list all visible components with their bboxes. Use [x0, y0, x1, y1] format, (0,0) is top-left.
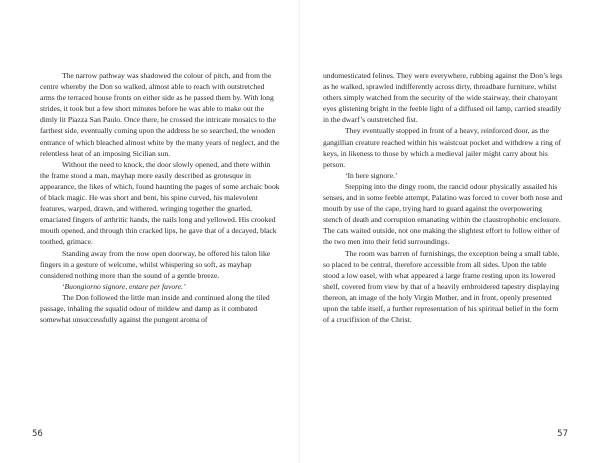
page-number-left: 56: [32, 429, 43, 439]
paragraph: The Don followed the little man inside and continued along the tiled passage, inhaling the squalid odour of mildew and damp as it combated somewhat unsuccessfully against the pungent aroma of: [40, 292, 270, 325]
paragraph: Stepping into the dingy room, the rancid odour physically assailed his senses, and in some feeble attempt, Palatino was forced to cover both nose and mouth by use of the cape, trying hard to guard against the overpowering stench of death and corruption emanating within the claustrophobic enclosure. The cats waited outside, not one making the slightest effort to follow either of the two men into their fetid surroundings.: [323, 181, 563, 247]
page-number-right: 57: [557, 429, 568, 439]
paragraph: Without the need to knock, the door slowly opened, and there within the frame stood a man, mayhap more easily described as grotesque in appearance, the likes of which, found haunting the pages of some archaic book of black magic. He was short and bent, his spine curved, his malevolent features, warped, drawn, and withered, wringing together the gnarled, emaciated fingers of arthritic hands, the nails long and yellowed. His crooked mouth opened, and through thin cracked lips, he gave that of a decayed, black toothed, grimace.: [40, 159, 280, 247]
left-page-text: [40, 70, 280, 325]
paragraph-continuation: undomesticated felines. They were everywhere, rubbing against the Don’s legs as he walked, sprawled indifferently across dirty, threadbare furniture, whilst others simply watched from the security of the wide stairway, their chatoyant eyes glistening bright in the feeble light of a diffused oil lamp, carried steadily in the dwarf’s outstretched fist.: [323, 71, 563, 125]
paragraph: The room was barren of furnishings, the exception being a small table, so placed to be central, therefore accessible from all sides. Upon the table stood a low easel, with what appeared a large frame resting upon its lowered shelf, covered from view by that of a heavily embroidered tapestry displaying thereon, an image of the holy Virgin Mother, and in front, openly presented upon the table itself, a further representation of his spiritual belief in the form of a crucifixion of the Christ.: [323, 248, 560, 325]
right-page-text: [323, 70, 563, 325]
paragraph: Standing away from the now open doorway, he offered his talon like fingers in a gesture of welcome, whilst whispering so soft, as mayhap considered nothing more than the sound of a gentle breeze.: [40, 248, 271, 280]
italic-dialogue-text: ‘Buongiorno signore, entare per favore.’: [62, 281, 186, 291]
paragraph-italic-dialogue: [40, 281, 280, 292]
paragraph: They eventually stopped in front of a heavy, reinforced door, as the gangillian creature reached within his waistcoat pocket and withdrew a ring of keys, in likeness to those by which a medieval jailer might carry about his person.: [323, 126, 562, 169]
paragraph-dialogue: ‘In here signore.’: [345, 170, 398, 180]
right-page: [300, 0, 600, 463]
paragraph: The narrow pathway was shadowed the colour of pitch, and from the centre whereby the Don so walked, almost able to reach with outstretched arms the terraced house fronts on either side as he passed them by. With long strides, it took but a few short minutes before he was able to make out the dimly lit Piazza San Paulo. Once there, he crossed the intricate mosaics to the farthest side, eventually coming upon the address he so searched, the wooden entrance of which bleached almost white by the many years of neglect, and the relentless heat of an imposing Sicilian sun.: [40, 71, 280, 158]
